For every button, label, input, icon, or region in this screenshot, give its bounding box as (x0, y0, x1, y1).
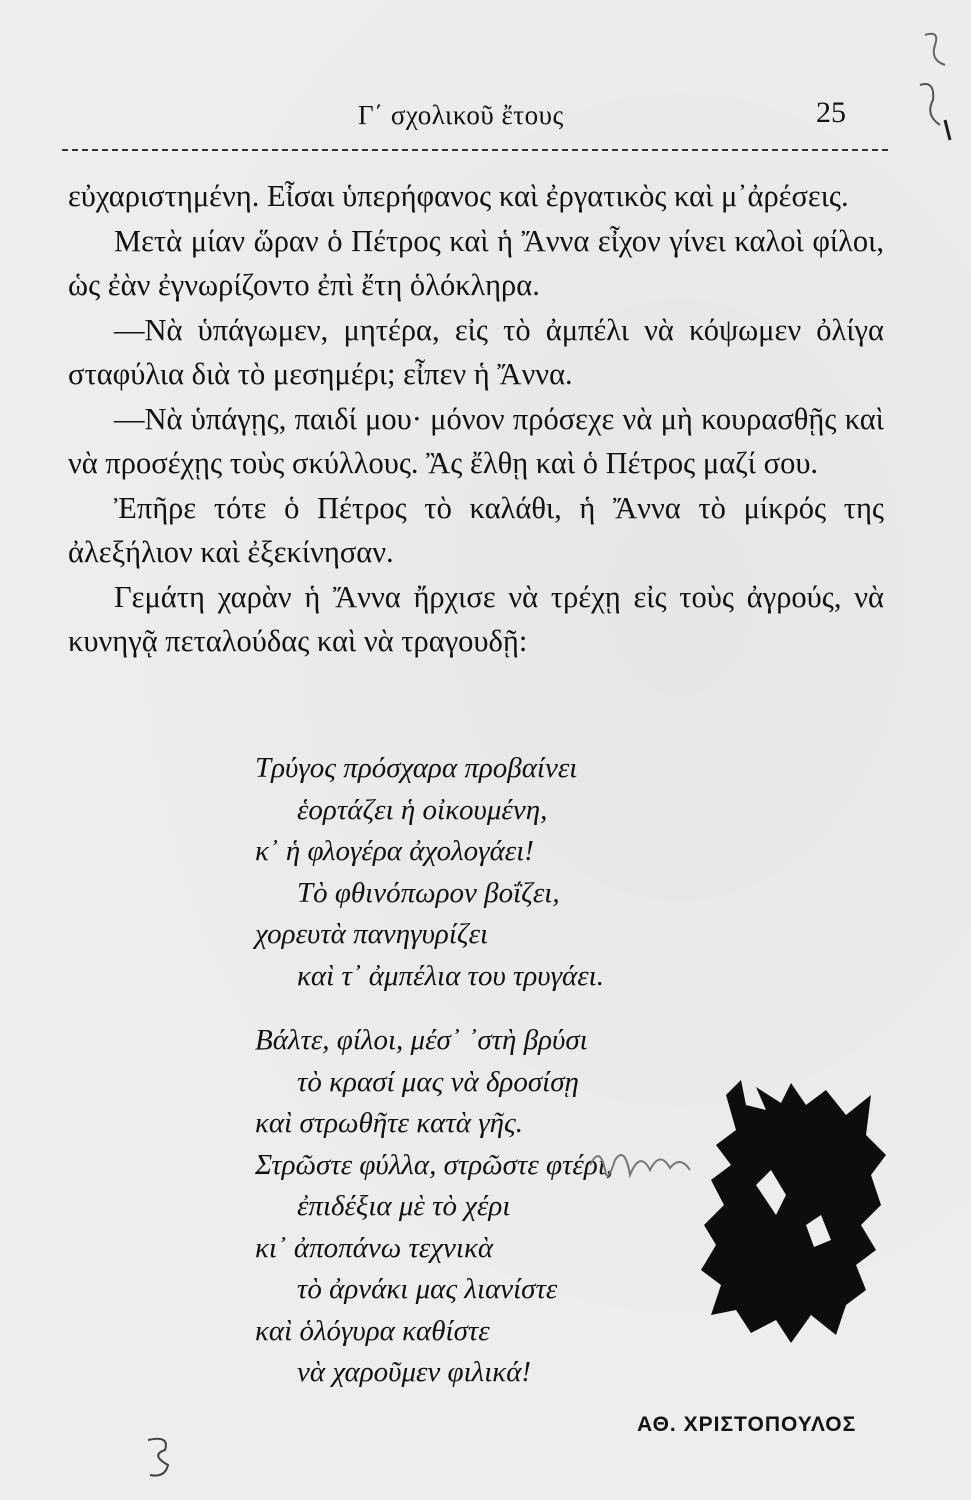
poem-line: ἐπιδέξια μὲ τὸ χέρι (297, 1190, 511, 1222)
page-number: 25 (816, 96, 846, 129)
paragraph: —Νὰ ὑπάγωμεν, μητέρα, εἰς τὸ ἀμπέλι νὰ κόψωμεν ὀλίγα σταφύλια διὰ τὸ μεσημέρι; εἶπεν ἡ Ἄννα. (68, 312, 884, 391)
poem-line: Στρῶστε φύλλα, στρῶστε φτέρι, (255, 1148, 614, 1181)
prose-body (68, 174, 884, 664)
poem-line: καὶ τ᾿ ἀμπέλια του τρυγάει. (297, 959, 604, 992)
page-header (60, 96, 890, 140)
poem-line: κ᾿ ἡ φλογέρα ἀχολογάει! (255, 835, 534, 867)
page-scribble (140, 1430, 180, 1480)
poem-line: τὸ κρασί μας νὰ δροσίσῃ (297, 1065, 579, 1098)
paragraph: Γεμάτη χαρὰν ἡ Ἄννα ἤρχισε νὰ τρέχῃ εἰς τοὺς ἀγρούς, νὰ κυνηγᾷ πεταλούδας καὶ νὰ τραγουδῇ: (68, 579, 884, 658)
margin-handwriting (905, 25, 965, 145)
poem-line: τὸ ἀρνάκι μας λιανίστε (297, 1273, 558, 1305)
paragraph: εὐχαριστημένη. Εἶσαι ὑπερήφανος καὶ ἐργατικὸς καὶ μ᾿ἀρέσεις. (68, 179, 849, 213)
paragraph: Μετὰ μίαν ὥραν ὁ Πέτρος καὶ ἡ Ἄννα εἶχον γίνει καλοὶ φίλοι, ὡς ἐὰν ἐγνωρίζοντο ἐπὶ ἔτη ὁλόκληρα. (68, 223, 884, 302)
ink-blot-stain (696, 1075, 896, 1345)
poem-line: καὶ ὁλόγυρα καθίστε (255, 1314, 490, 1347)
poem-line: Τρύγος πρόσχαρα προβαίνει (255, 752, 578, 784)
poem-line: ἑορτάζει ἡ οἰκουμένη, (297, 793, 548, 826)
poem-line: καὶ στρωθῆτε κατὰ γῆς. (255, 1107, 524, 1139)
paragraph: —Νὰ ὑπάγῃς, παιδί μου· μόνον πρόσεχε νὰ μὴ κουρασθῇς καὶ νὰ προσέχῃς τοὺς σκύλλους. Ἂς ἔλθῃ καὶ ὁ Πέτρος μαζί σου. (68, 401, 884, 480)
poem-line: κι᾿ ἀποπάνω τεχνικὰ (255, 1231, 494, 1264)
poem-line: νὰ χαροῦμεν φιλικά! (297, 1356, 532, 1388)
poem-line: χορευτὰ πανηγυρίζει (255, 918, 489, 950)
poem-line: Τὸ φθινόπωρον βοΐζει, (297, 876, 560, 909)
pencil-marks (585, 1140, 695, 1200)
poem-line: Βάλτε, φίλοι, μέσ᾿ ᾿στὴ βρύσι (255, 1024, 588, 1056)
running-title: Γ΄ σχολικοῦ ἔτους (358, 100, 564, 130)
author-signature: ΑΘ. ΧΡΙΣΤΟΠΟΥΛΟΣ (637, 1413, 857, 1436)
poem-stanza-2 (255, 1020, 613, 1394)
header-divider (62, 149, 888, 151)
paragraph: Ἐπῆρε τότε ὁ Πέτρος τὸ καλάθι, ἡ Ἄννα τὸ μίκρός της ἀλεξήλιον καὶ ἐξεκίνησαν. (68, 490, 884, 569)
poem-stanza-1 (255, 748, 604, 997)
